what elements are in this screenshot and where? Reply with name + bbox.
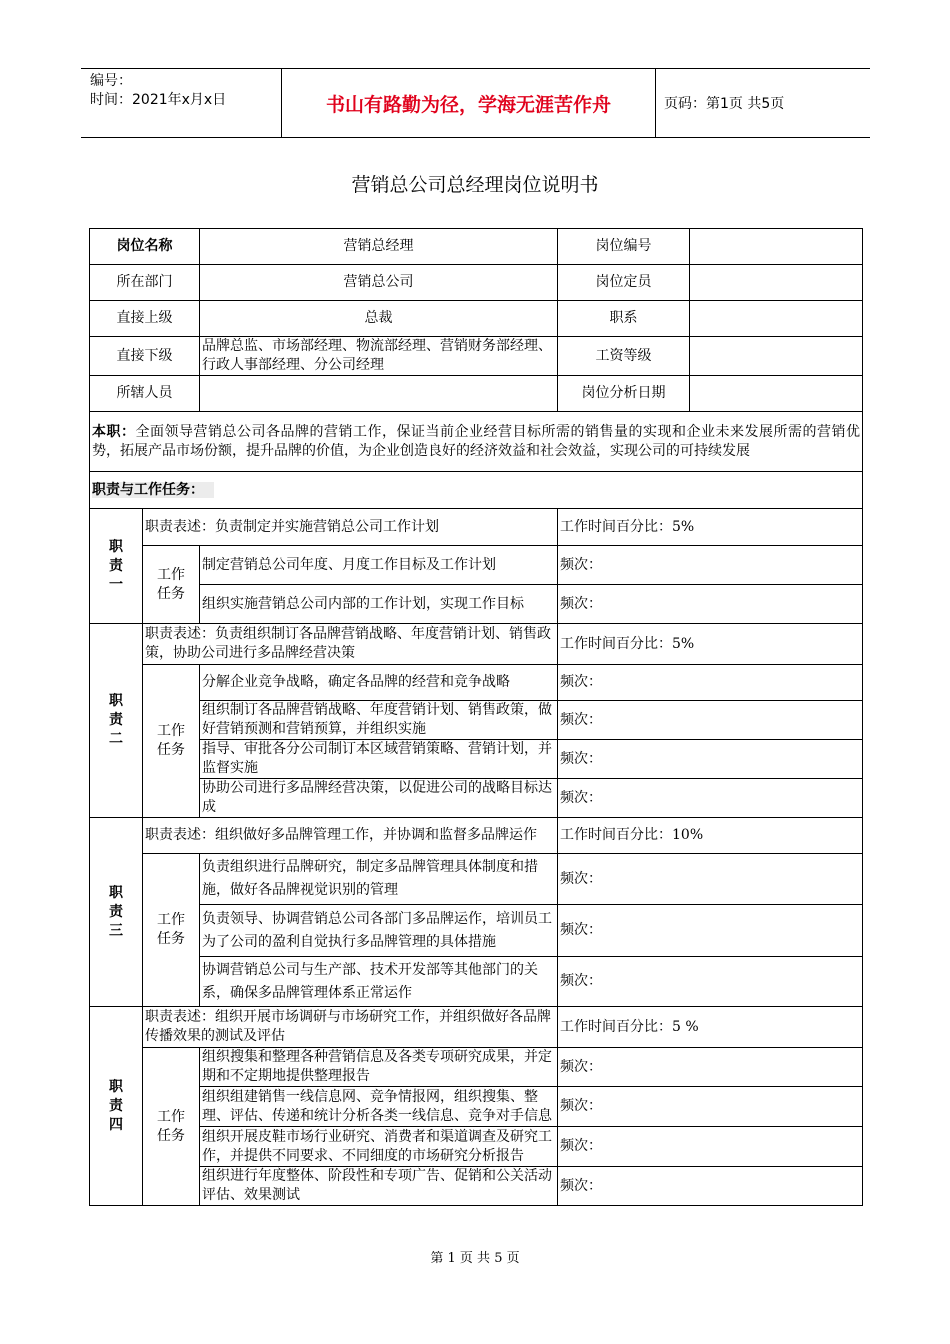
- info-row: [90, 265, 863, 301]
- task-row: [90, 665, 863, 701]
- duty-percent: 工作时间百分比：5 %: [558, 1007, 863, 1048]
- task-label: 工作任务: [143, 546, 200, 624]
- task-text: 负责领导、协调营销总公司各部门多品牌运作，培训员工为了公司的盈利自觉执行多品牌管理的具体措施: [200, 905, 558, 957]
- task-freq: 频次：: [558, 1127, 863, 1167]
- task-label: 工作任务: [143, 1048, 200, 1206]
- duty-name: 职责三: [90, 818, 143, 1007]
- duty-statement-row: [90, 1007, 863, 1048]
- task-row: [90, 585, 863, 624]
- info-value-2: [690, 376, 863, 412]
- task-freq: 频次：: [558, 1048, 863, 1087]
- task-row: [90, 779, 863, 818]
- header-meta: [81, 69, 282, 137]
- task-freq: 频次：: [558, 585, 863, 624]
- info-value-2: [690, 301, 863, 337]
- task-text: 制定营销总公司年度、月度工作目标及工作计划: [200, 546, 558, 585]
- info-label: 直接上级: [90, 301, 200, 337]
- task-row: [90, 1087, 863, 1127]
- duty-statement: 职责表述：负责组织制订各品牌营销战略、年度营销计划、销售政策，协助公司进行多品牌经营决策: [143, 624, 558, 665]
- info-value-2: [690, 229, 863, 265]
- info-label: 直接下级: [90, 337, 200, 376]
- mission-cell: [90, 412, 863, 472]
- task-text: 组织搜集和整理各种营销信息及各类专项研究成果，并定期和不定期地提供整理报告: [200, 1048, 558, 1087]
- info-value-2: [690, 337, 863, 376]
- info-label: 所辖人员: [90, 376, 200, 412]
- duty-statement-row: [90, 509, 863, 546]
- duty-statement: 职责表述：组织做好多品牌管理工作，并协调和监督多品牌运作: [143, 818, 558, 854]
- duty-percent: 工作时间百分比：5%: [558, 624, 863, 665]
- task-text: 组织进行年度整体、阶段性和专项广告、促销和公关活动评估、效果测试: [200, 1167, 558, 1206]
- task-text: 协调营销总公司与生产部、技术开发部等其他部门的关系，确保多品牌管理体系正常运作: [200, 957, 558, 1007]
- duty-name: 职责二: [90, 624, 143, 818]
- info-row: [90, 301, 863, 337]
- info-row: [90, 376, 863, 412]
- task-text: 组织组建销售一线信息网、竞争情报网，组织搜集、整理、评估、传递和统计分析各类一线信息、竞争对手信息: [200, 1087, 558, 1127]
- task-text: 指导、审批各分公司制订本区域营销策略、营销计划，并监督实施: [200, 740, 558, 779]
- task-freq: 频次：: [558, 1167, 863, 1206]
- task-row: [90, 1167, 863, 1206]
- job-description-table: [89, 228, 863, 1206]
- task-text: 组织制订各品牌营销战略、年度营销计划、销售政策，做好营销预测和营销预算，并组织实施: [200, 701, 558, 740]
- page-footer: 第 1 页 共 5 页: [430, 1251, 520, 1266]
- task-freq: 频次：: [558, 854, 863, 905]
- mission-label: 本职：: [92, 423, 136, 440]
- task-row: [90, 1127, 863, 1167]
- duty-statement-row: [90, 624, 863, 665]
- task-text: 分解企业竞争战略，确定各品牌的经营和竞争战略: [200, 665, 558, 701]
- task-freq: 频次：: [558, 779, 863, 818]
- task-freq: 频次：: [558, 546, 863, 585]
- task-label: 工作任务: [143, 854, 200, 1007]
- page-header: [81, 68, 870, 138]
- task-freq: 频次：: [558, 905, 863, 957]
- task-label: 工作任务: [143, 665, 200, 818]
- info-value: 营销总经理: [200, 229, 558, 265]
- task-text: 协助公司进行多品牌经营决策，以促进公司的战略目标达成: [200, 779, 558, 818]
- task-freq: 频次：: [558, 957, 863, 1007]
- info-label-2: 岗位编号: [558, 229, 690, 265]
- duty-name: 职责一: [90, 509, 143, 624]
- info-label-2: 工资等级: [558, 337, 690, 376]
- duty-statement-row: [90, 818, 863, 854]
- duties-heading-row: [90, 472, 863, 509]
- info-label-2: 职系: [558, 301, 690, 337]
- task-freq: 频次：: [558, 740, 863, 779]
- duty-percent: 工作时间百分比：5%: [558, 509, 863, 546]
- info-label: 岗位名称: [90, 229, 200, 265]
- page-title: 营销总公司总经理岗位说明书: [351, 174, 599, 196]
- doc-time: 时间：2021年x月x日: [90, 92, 227, 108]
- info-value: 营销总公司: [200, 265, 558, 301]
- info-row: [90, 337, 863, 376]
- task-text: 组织实施营销总公司内部的工作计划，实现工作目标: [200, 585, 558, 624]
- info-value: 品牌总监、市场部经理、物流部经理、营销财务部经理、行政人事部经理、分公司经理: [200, 337, 558, 376]
- task-row: [90, 905, 863, 957]
- task-row: [90, 701, 863, 740]
- task-text: 负责组织进行品牌研究，制定多品牌管理具体制度和措施，做好各品牌视觉识别的管理: [200, 854, 558, 905]
- info-label-2: 岗位分析日期: [558, 376, 690, 412]
- task-row: [90, 1048, 863, 1087]
- info-value: 总裁: [200, 301, 558, 337]
- mission-text: 全面领导营销总公司各品牌的营销工作，保证当前企业经营目标所需的销售量的实现和企业未来发展所需的营销优势，拓展产品市场份额，提升品牌的价值，为企业创造良好的经济效益和社会效益，实现公司的可持续发展: [92, 423, 860, 459]
- task-freq: 频次：: [558, 1087, 863, 1127]
- task-freq: 频次：: [558, 665, 863, 701]
- duty-statement: 职责表述：组织开展市场调研与市场研究工作，并组织做好各品牌传播效果的测试及评估: [143, 1007, 558, 1048]
- mission-row: [90, 412, 863, 472]
- info-value: [200, 376, 558, 412]
- header-page-code: 页码：第1页 共5页: [664, 96, 785, 112]
- doc-number: 编号：: [90, 73, 132, 89]
- duties-heading-cell: [90, 472, 863, 509]
- task-row: [90, 546, 863, 585]
- task-row: [90, 957, 863, 1007]
- task-row: [90, 740, 863, 779]
- header-motto: 书山有路勤为径，学海无涯苦作舟: [282, 69, 656, 137]
- duty-percent: 工作时间百分比：10%: [558, 818, 863, 854]
- duty-statement: 职责表述：负责制定并实施营销总公司工作计划: [143, 509, 558, 546]
- info-label-2: 岗位定员: [558, 265, 690, 301]
- duties-heading: 职责与工作任务：: [92, 482, 214, 498]
- task-freq: 频次：: [558, 701, 863, 740]
- task-row: [90, 854, 863, 905]
- info-row: [90, 229, 863, 265]
- info-label: 所在部门: [90, 265, 200, 301]
- duty-name: 职责四: [90, 1007, 143, 1206]
- info-value-2: [690, 265, 863, 301]
- task-text: 组织开展皮鞋市场行业研究、消费者和渠道调查及研究工作，并提供不同要求、不同细度的市场研究分析报告: [200, 1127, 558, 1167]
